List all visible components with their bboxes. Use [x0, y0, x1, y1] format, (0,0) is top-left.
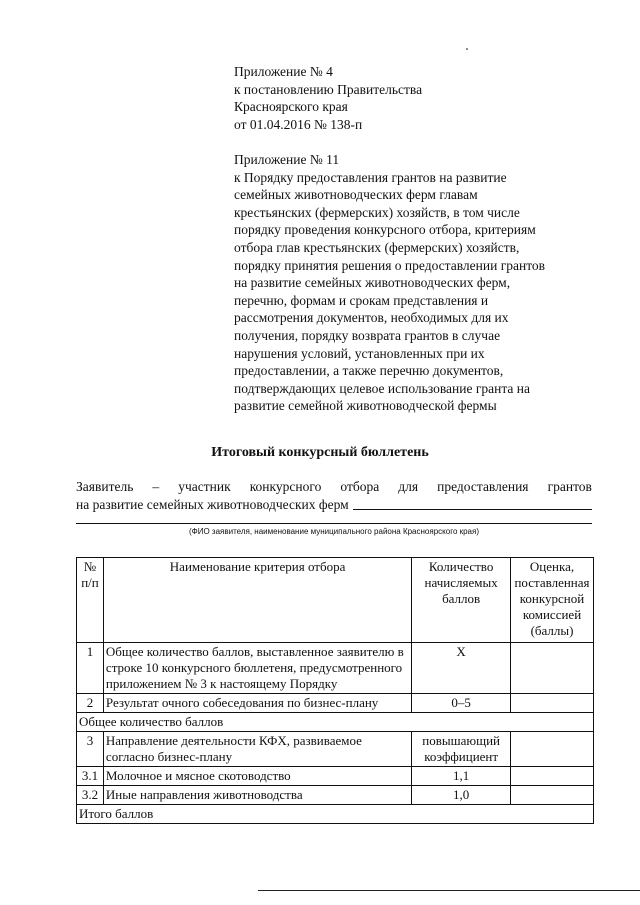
row-num: 3.1	[77, 767, 104, 786]
row-points: 1,1	[412, 767, 511, 786]
applicant-word: для	[398, 479, 419, 494]
total-label: Итого баллов	[77, 805, 594, 824]
row-points: 1,0	[412, 786, 511, 805]
row-name: Молочное и мясное скотоводство	[103, 767, 411, 786]
table-row	[77, 694, 594, 713]
applicant-word: участник	[178, 479, 231, 494]
appendix-line: рассмотрения документов, необходимых для их	[234, 310, 509, 326]
header-points: Количество начисляемых баллов	[412, 558, 511, 643]
appendix-line: к Порядку предоставления грантов на развитие	[234, 169, 507, 185]
appendix-line: крестьянских (фермерских) хозяйств, в том числе	[234, 204, 520, 220]
appendix-line: порядку проведения конкурсного отбора, критериям	[234, 222, 536, 238]
appendix-line: Приложение № 11	[234, 152, 340, 167]
header-block	[234, 63, 422, 133]
total-label: Общее количество баллов	[77, 713, 594, 732]
row-num: 2	[77, 694, 104, 713]
header-line: к постановлению Правительства	[234, 81, 423, 97]
appendix-line: порядку принятия решения о предоставлении грантов	[234, 257, 546, 273]
row-eval-cell[interactable]	[511, 732, 594, 767]
applicant-word: отбора	[340, 479, 380, 494]
appendix-line: получения, порядку возврата грантов в случае	[234, 327, 501, 343]
table-row	[77, 643, 594, 694]
scan-speck	[466, 48, 468, 50]
applicant-line-2	[76, 496, 592, 514]
row-num: 3	[77, 732, 104, 767]
appendix-line: подтверждающих целевое использование гранта на	[234, 380, 530, 396]
header-line: Приложение № 4	[234, 64, 333, 79]
applicant-block	[76, 478, 592, 514]
applicant-word: предоставления	[437, 479, 529, 494]
table-row	[77, 732, 594, 767]
row-eval-cell[interactable]	[511, 643, 594, 694]
appendix-line: развитие семейной животноводческой фермы	[234, 398, 497, 414]
applicant-word: –	[152, 479, 160, 494]
appendix-block	[234, 151, 545, 415]
row-points: повышающий коэффициент	[412, 732, 511, 767]
row-name: Иные направления животноводства	[103, 786, 411, 805]
applicant-caption: (ФИО заявителя, наименование муниципального района Красноярского края)	[188, 527, 480, 536]
appendix-line: отбора глав крестьянских (фермерских) хозяйств,	[234, 239, 520, 255]
header-num: № п/п	[77, 558, 104, 643]
applicant-fill-line[interactable]	[353, 509, 592, 510]
row-eval-cell[interactable]	[511, 694, 594, 713]
applicant-word: конкурсного	[249, 479, 322, 494]
row-name: Направление деятельности КФХ, развиваемое согласно бизнес-плану	[103, 732, 411, 767]
header-line: Красноярского края	[234, 99, 348, 115]
applicant-line-2-text: на развитие семейных животноводческих ферм	[76, 497, 349, 512]
row-points: Х	[412, 643, 511, 694]
appendix-line: перечню, формам и срокам представления и	[234, 292, 489, 308]
applicant-line-1	[76, 478, 592, 496]
applicant-second-fill-line[interactable]	[76, 523, 592, 524]
bulletin-title: Итоговый конкурсный бюллетень	[211, 445, 429, 460]
row-eval-cell[interactable]	[511, 786, 594, 805]
criteria-table	[76, 557, 594, 824]
table-row	[77, 767, 594, 786]
header-line: от 01.04.2016 № 138-п	[234, 116, 363, 132]
header-name: Наименование критерия отбора	[103, 558, 411, 643]
row-eval-cell[interactable]	[511, 767, 594, 786]
appendix-line: нарушения условий, установленных при их	[234, 345, 485, 361]
table-total-row	[77, 713, 594, 732]
table-header-row	[77, 558, 594, 643]
table-row	[77, 786, 594, 805]
row-name: Результат очного собеседования по бизнес-плану	[103, 694, 411, 713]
appendix-line: на развитие семейных животноводческих ферм,	[234, 275, 511, 291]
table-total-row	[77, 805, 594, 824]
row-points: 0–5	[412, 694, 511, 713]
row-num: 3.2	[77, 786, 104, 805]
applicant-word: грантов	[547, 479, 592, 494]
appendix-line: семейных животноводческих ферм главам	[234, 187, 478, 203]
row-name: Общее количество баллов, выставленное заявителю в строке 10 конкурсного бюллетеня, предусмотренного приложением № 3 к настоящему Порядку	[103, 643, 411, 694]
header-eval: Оценка, поставленная конкурсной комиссией (баллы)	[511, 558, 594, 643]
appendix-line: предоставлении, а также перечню документов,	[234, 363, 504, 379]
row-num: 1	[77, 643, 104, 694]
applicant-word: Заявитель	[76, 479, 134, 494]
scan-edge-line	[258, 890, 640, 891]
